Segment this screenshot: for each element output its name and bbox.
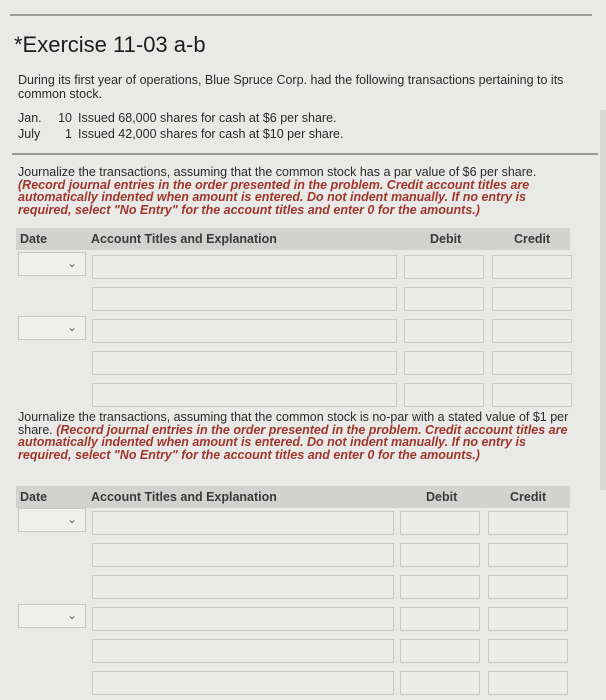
part-b-table-header	[16, 486, 570, 508]
account-title-input[interactable]	[92, 543, 394, 567]
date-select[interactable]	[18, 604, 86, 628]
debit-input[interactable]	[400, 607, 480, 631]
credit-input[interactable]	[488, 607, 568, 631]
credit-header: Credit	[514, 232, 551, 246]
credit-input[interactable]	[492, 383, 572, 407]
debit-input[interactable]	[400, 511, 480, 535]
debit-input[interactable]	[404, 287, 484, 311]
chevron-down-icon: ⌄	[66, 320, 77, 334]
credit-input[interactable]	[488, 639, 568, 663]
part-b-instruction-plain: Journalize the transactions, assuming that the common stock is no-par with a stated value of $1 per share.	[18, 410, 569, 437]
part-a-instruction-plain: Journalize the transactions, assuming that the common stock has a par value of $6 per share.	[18, 165, 537, 179]
chevron-down-icon: ⌄	[66, 256, 77, 270]
debit-input[interactable]	[404, 383, 484, 407]
window-edge	[600, 110, 606, 490]
account-title-input[interactable]	[92, 383, 397, 407]
credit-input[interactable]	[488, 671, 568, 695]
account-title-input[interactable]	[92, 511, 394, 535]
date-select[interactable]	[18, 252, 86, 276]
account-title-input[interactable]	[92, 607, 394, 631]
credit-header: Credit	[510, 490, 547, 504]
credit-input[interactable]	[492, 287, 572, 311]
debit-input[interactable]	[404, 255, 484, 279]
account-title-input[interactable]	[92, 319, 397, 343]
transaction-month: Jan.	[18, 111, 42, 125]
top-rule	[10, 14, 592, 16]
part-a-instructions	[18, 166, 578, 216]
date-select[interactable]	[18, 316, 86, 340]
part-b-instructions	[18, 411, 570, 461]
account-title-input[interactable]	[92, 575, 394, 599]
debit-input[interactable]	[400, 671, 480, 695]
transaction-day: 10	[58, 111, 72, 125]
account-title-input[interactable]	[92, 639, 394, 663]
date-header: Date	[20, 490, 48, 504]
section-rule	[12, 153, 598, 155]
account-title-input[interactable]	[92, 255, 397, 279]
transaction-row	[18, 127, 343, 141]
debit-input[interactable]	[404, 319, 484, 343]
debit-input[interactable]	[404, 351, 484, 375]
credit-input[interactable]	[492, 319, 572, 343]
transaction-month: July	[18, 127, 41, 141]
account-title-input[interactable]	[92, 287, 397, 311]
debit-input[interactable]	[400, 639, 480, 663]
transaction-text: Issued 68,000 shares for cash at $6 per share.	[78, 111, 337, 125]
transaction-day: 1	[65, 127, 72, 141]
credit-input[interactable]	[492, 351, 572, 375]
part-b-instruction-emphasis: (Record journal entries in the order presented in the problem. Credit account titles are automatically indented when amount is entered. Do not indent manually. If no entry is required, select "No Entry" for the account titles and enter 0 for the amounts.)	[18, 422, 568, 462]
part-a-table-header	[16, 228, 570, 250]
chevron-down-icon: ⌄	[66, 608, 77, 622]
intro-text: During its first year of operations, Blue Spruce Corp. had the following transactions pertaining to its common stock.	[18, 73, 564, 101]
date-select[interactable]	[18, 508, 86, 532]
debit-header: Debit	[426, 490, 458, 504]
transaction-text: Issued 42,000 shares for cash at $10 per share.	[78, 127, 344, 141]
debit-header: Debit	[430, 232, 462, 246]
account-title-input[interactable]	[92, 671, 394, 695]
exercise-title: *Exercise 11-03 a-b	[14, 32, 206, 57]
transaction-row	[18, 111, 337, 125]
debit-input[interactable]	[400, 543, 480, 567]
part-a-instruction-emphasis: (Record journal entries in the order presented in the problem. Credit account titles are automatically indented when amount is entered. Do not indent manually. If no entry is required, select "No Entry" for the account titles and enter 0 for the amounts.)	[18, 177, 530, 217]
chevron-down-icon: ⌄	[66, 512, 77, 526]
debit-input[interactable]	[400, 575, 480, 599]
date-header: Date	[20, 232, 48, 246]
credit-input[interactable]	[488, 543, 568, 567]
credit-input[interactable]	[488, 575, 568, 599]
account-header: Account Titles and Explanation	[91, 490, 277, 504]
account-title-input[interactable]	[92, 351, 397, 375]
credit-input[interactable]	[492, 255, 572, 279]
account-header: Account Titles and Explanation	[91, 232, 277, 246]
credit-input[interactable]	[488, 511, 568, 535]
